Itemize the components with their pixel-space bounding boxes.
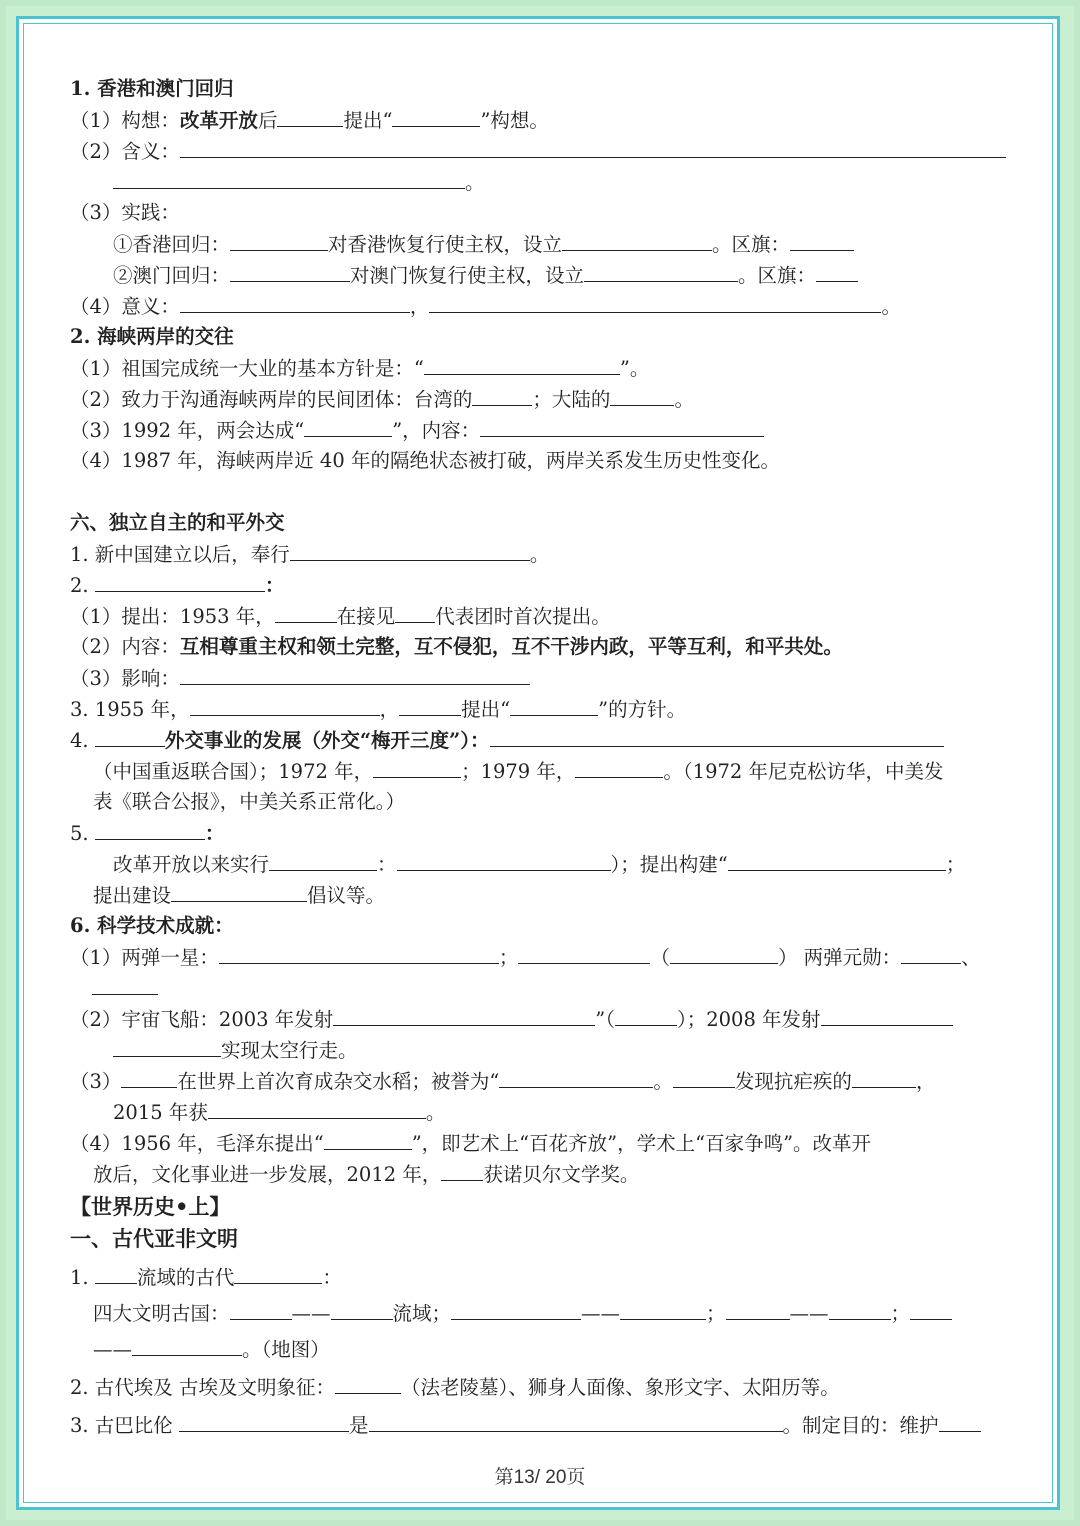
line-culture-cont: 放后，文化事业进一步发展，2012 年， 获诺贝尔文学奖。 <box>93 1159 639 1190</box>
heading-world-history: 【世界历史•上】 <box>70 1194 231 1219</box>
line-rice: （3） 在世界上首次育成杂交水稻；被誉为“ 。 发现抗疟疾的 ， <box>70 1066 935 1097</box>
line-egypt: 2. 古代埃及 古埃及文明象征： （法老陵墓）、狮身人面像、象形文字、太阳历等。 <box>70 1372 840 1403</box>
line-fp-4: 4. 外交事业的发展（外交“梅开三度”）： <box>70 725 944 756</box>
line-four-civs-cont: —— 。（地图） <box>93 1334 330 1365</box>
line-significance: （4）意义： ， 。 <box>70 291 901 322</box>
line-fp-4-cont2: 表《联合公报》，中美关系正常化。） <box>93 790 406 813</box>
line-civil-groups: （2）致力于沟通海峡两岸的民间团体：台湾的 ；大陆的 。 <box>70 384 694 415</box>
line-fp-2-1: （1）提出：1953 年， 在接见 代表团时首次提出。 <box>70 601 611 632</box>
line-fp-1: 1. 新中国建立以后，奉行 。 <box>70 539 549 570</box>
heading-science: 6. 科学技术成就： <box>70 914 234 937</box>
line-fp-4-cont: （中国重返联合国）；1972 年， ；1979 年， 。（1972 年尼克松访华，中美发 <box>93 756 943 787</box>
line-four-civs: 四大文明古国： —— 流域； —— ； —— ； <box>93 1298 952 1329</box>
line-practice: （3）实践： <box>70 201 180 224</box>
heading-ancient-civ: 一、古代亚非文明 <box>70 1226 238 1251</box>
line-fp-5: 5. ： <box>70 818 224 849</box>
line-spacecraft: （2）宇宙飞船：2003 年发射 ”（ ）；2008 年发射 <box>70 1004 953 1035</box>
line-spacecraft-cont: 实现太空行走。 <box>113 1035 358 1066</box>
line-hk-return: ①香港回归： 对香港恢复行使主权，设立 。区旗： <box>113 229 854 260</box>
line-fp-5-cont2: 提出建设 倡议等。 <box>93 880 385 911</box>
line-fp-2-2: （2）内容：互相尊重主权和领土完整，互不侵犯，互不干涉内政，平等互利，和平共处。 <box>70 635 843 658</box>
line-policy: （1）祖国完成统一大业的基本方针是：“ ”。 <box>70 353 649 384</box>
line-civ-1: 1. 流域的古代 ： <box>70 1262 342 1293</box>
line-two-bombs: （1）两弹一星： ； （ ） 两弹元勋： 、 <box>70 942 981 973</box>
heading-cross-strait: 2. 海峡两岸的交往 <box>70 325 234 348</box>
heading-foreign-policy: 六、独立自主的和平外交 <box>70 511 285 534</box>
heading-hk-macau: 1. 香港和澳门回归 <box>70 77 234 100</box>
line-culture: （4）1956 年，毛泽东提出“ ”，即艺术上“百花齐放”，学术上“百家争鸣”。改革开 <box>70 1128 871 1159</box>
line-1987: （4）1987 年，海峡两岸近 40 年的隔绝状态被打破，两岸关系发生历史性变化。 <box>70 449 780 472</box>
line-1992-consensus: （3）1992 年，两会达成“ ”，内容： <box>70 415 764 446</box>
page-number: 第13/ 20页 <box>494 1467 586 1488</box>
line-meaning: （2）含义： <box>70 136 1006 167</box>
line-fp-5-cont: 改革开放以来实行 ： ）；提出构建“ ； <box>113 849 965 880</box>
line-rice-cont: 2015 年获 。 <box>113 1097 445 1128</box>
line-macau-return: ②澳门回归： 对澳门恢复行使主权，设立 。区旗： <box>113 260 858 291</box>
line-babylon: 3. 古巴比伦 是 。制定目的：维护 <box>70 1410 981 1441</box>
line-meaning-cont: 。 <box>113 167 485 198</box>
line-fp-2: 2. ： <box>70 570 284 601</box>
line-concept: （1）构想：改革开放后 提出“ ”构想。 <box>70 105 549 136</box>
line-fp-2-3: （3）影响： <box>70 663 530 694</box>
line-two-bombs-cont <box>92 973 158 1004</box>
line-fp-3: 3. 1955 年， ， 提出“ ”的方针。 <box>70 694 686 725</box>
